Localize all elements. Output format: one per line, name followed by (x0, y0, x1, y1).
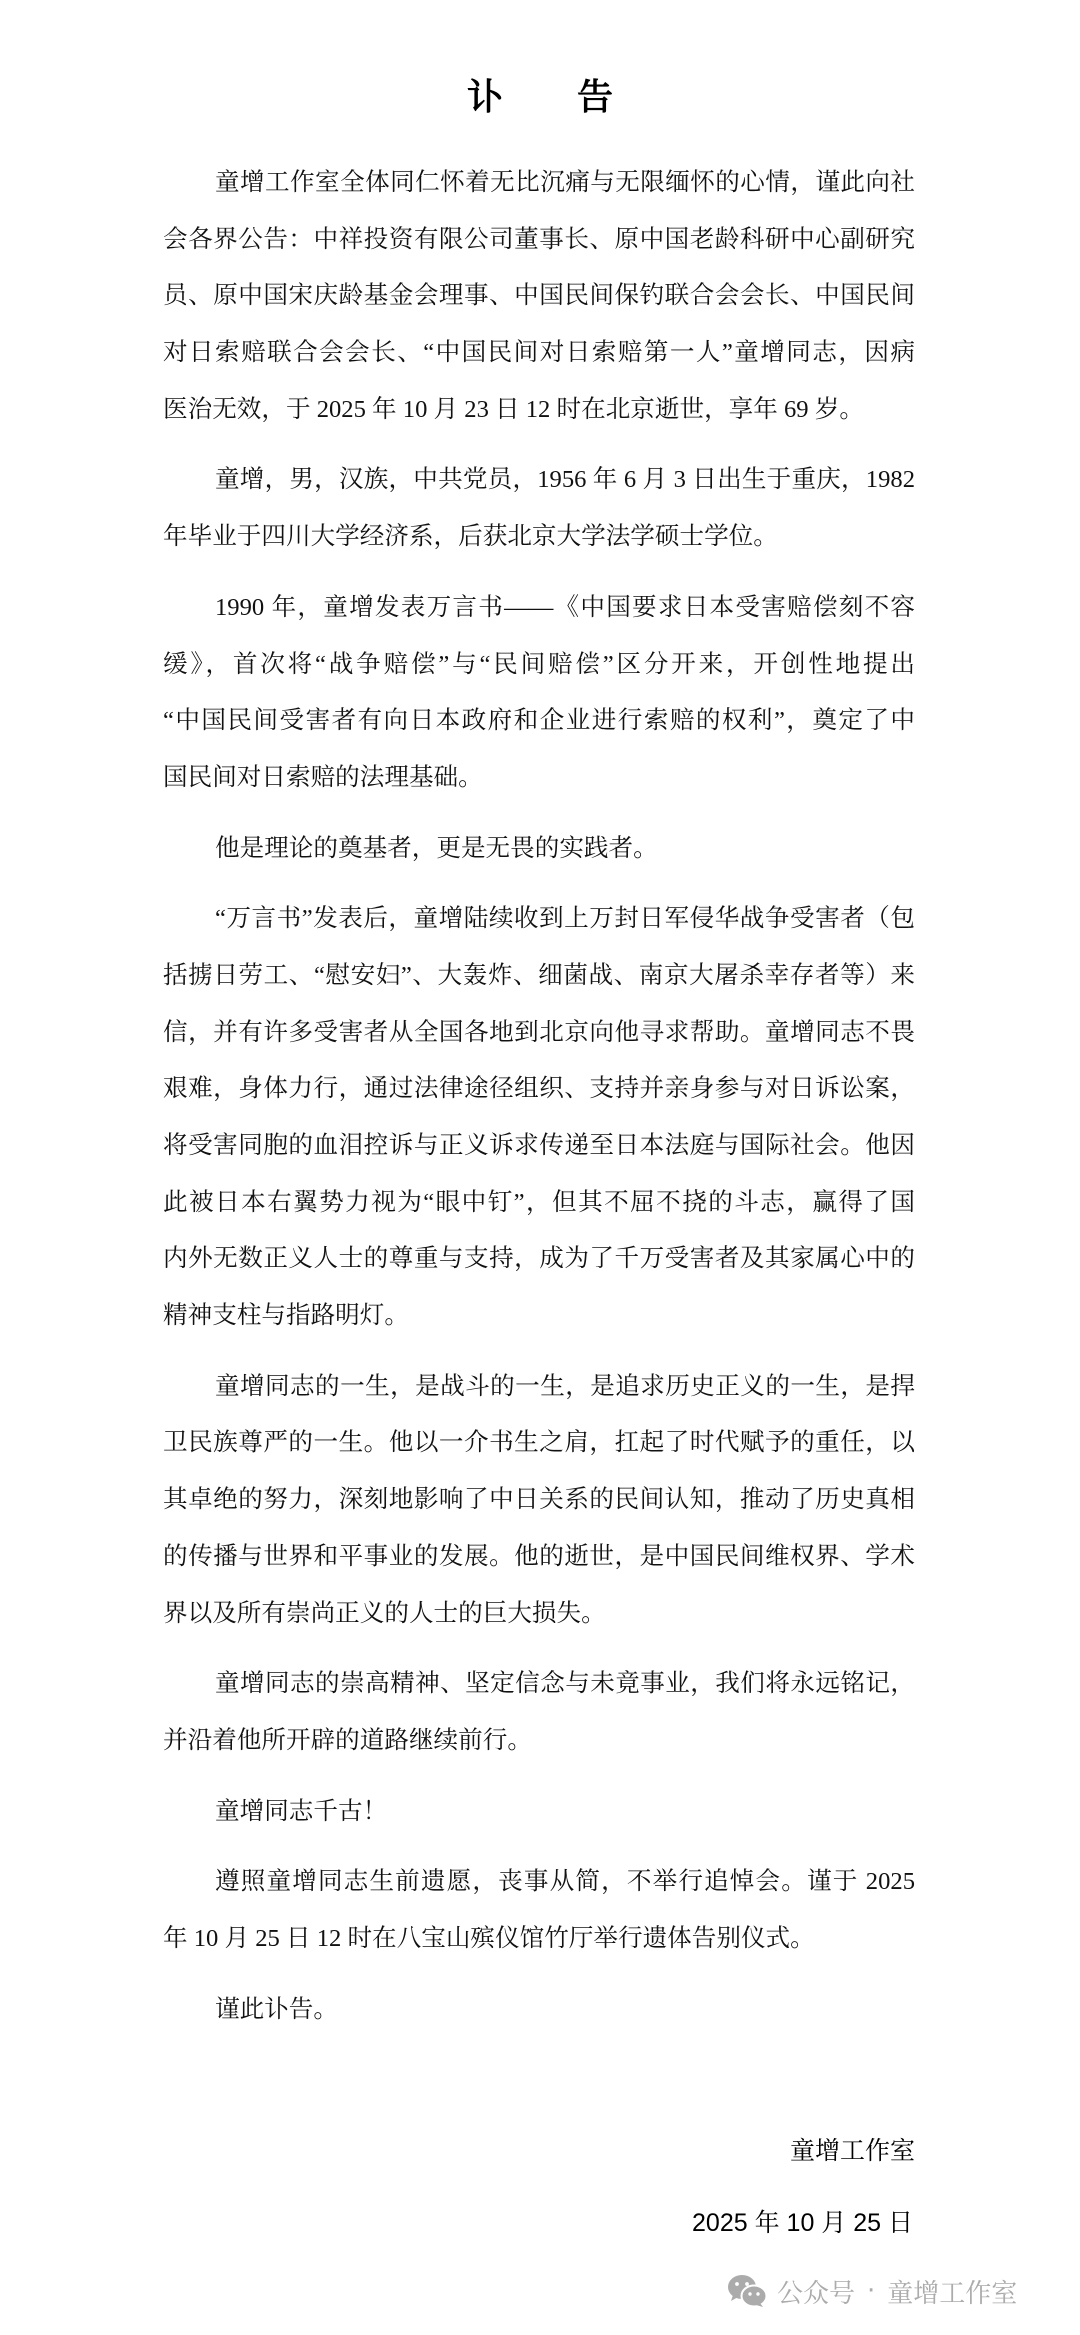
text-line: 遵照童增同志生前遗愿，丧事从简，不举行追悼会。谨于 2025 (215, 1868, 915, 1896)
text-line: 谨此讣告。 (215, 1995, 338, 2023)
text-line: 1990 年，童增发表万言书——《中国要求日本受害赔偿刻不容 (215, 593, 915, 621)
watermark-account-name: 童增工作室 (887, 2278, 1018, 2309)
paragraph-practice (163, 891, 915, 1345)
text-line: 将受害同胞的血泪控诉与正义诉求传递至日本法庭与国际社会。他因 (163, 1132, 915, 1159)
paragraph-announcement (163, 155, 915, 438)
text-line: 并沿着他所开辟的道路继续前行。 (163, 1726, 532, 1754)
watermark-label: 公众号 (777, 2278, 856, 2309)
text-line: 员、原中国宋庆龄基金会理事、中国民间保钓联合会会长、中国民间 (163, 282, 915, 310)
obituary-title (0, 76, 1080, 120)
text-line: 童增同志千古！ (215, 1797, 388, 1825)
signature-date: 2025 年 10 月 25 日 (692, 2209, 913, 2237)
text-line: 年 10 月 25 日 12 时在八宝山殡仪馆竹厅举行遗体告别仪式。 (163, 1924, 815, 1952)
paragraph-1990-petition (163, 580, 915, 807)
text-line: 年毕业于四川大学经济系，后获北京大学法学硕士学位。 (163, 523, 778, 551)
text-line: 童增，男，汉族，中共党员，1956 年 6 月 3 日出生于重庆，1982 (215, 466, 915, 494)
text-line: 缓》，首次将“战争赔偿”与“民间赔偿”区分开来，开创性地提出 (163, 650, 915, 678)
text-line: 括掳日劳工、“慰安妇”、大轰炸、细菌战、南京大屠杀幸存者等）来 (163, 961, 915, 989)
signature: 童增工作室 (789, 2138, 915, 2165)
paragraph-closing (163, 1982, 915, 2039)
text-line: 医治无效，于 2025 年 10 月 23 日 12 时在北京逝世，享年 69 岁。 (163, 395, 864, 423)
paragraph-legacy (163, 1656, 915, 1769)
paragraph-eulogy (163, 1784, 915, 1841)
text-line: 童增工作室全体同仁怀着无比沉痛与无限缅怀的心情，谨此向社 (215, 169, 915, 196)
text-line: 童增同志的崇高精神、坚定信念与未竟事业，我们将永远铭记， (215, 1670, 915, 1698)
page-title: 讣告 (466, 77, 687, 118)
paragraph-funeral-arrangements (163, 1854, 915, 1967)
text-line: 对日索赔联合会会长、“中国民间对日索赔第一人”童增同志，因病 (163, 339, 915, 367)
text-line: “万言书”发表后，童增陆续收到上万封日军侵华战争受害者（包 (215, 905, 915, 933)
text-line: 会各界公告：中祥投资有限公司董事长、原中国老龄科研中心副研究 (163, 225, 915, 253)
text-line: 的传播与世界和平事业的发展。他的逝世，是中国民间维权界、学术 (163, 1542, 915, 1570)
text-line: 界以及所有崇尚正义的人士的巨大损失。 (163, 1599, 606, 1627)
text-line: 此被日本右翼势力视为“眼中钉”，但其不屈不挠的斗志，赢得了国 (163, 1188, 915, 1216)
wechat-icon (727, 2274, 767, 2308)
text-line: “中国民间受害者有向日本政府和企业进行索赔的权利”，奠定了中 (163, 707, 915, 735)
paragraph-life-tribute (163, 1359, 915, 1642)
text-line: 内外无数正义人士的尊重与支持，成为了千万受害者及其家属心中的 (163, 1245, 915, 1273)
paragraph-theorist (163, 821, 915, 878)
text-line: 国民间对日索赔的法理基础。 (163, 763, 483, 791)
text-line: 精神支柱与指路明灯。 (163, 1302, 409, 1330)
text-line: 童增同志的一生，是战斗的一生，是追求历史正义的一生，是捍 (215, 1372, 915, 1400)
text-line: 艰难，身体力行，通过法律途径组织、支持并亲身参与对日诉讼案， (163, 1075, 915, 1103)
obituary-body (163, 155, 915, 2038)
text-line: 信，并有许多受害者从全国各地到北京向他寻求帮助。童增同志不畏 (163, 1018, 915, 1046)
text-line: 他是理论的奠基者，更是无畏的实践者。 (215, 834, 658, 862)
watermark-separator: · (867, 2276, 876, 2306)
text-line: 卫民族尊严的一生。他以一介书生之肩，扛起了时代赋予的重任，以 (163, 1429, 915, 1457)
text-line: 其卓绝的努力，深刻地影响了中日关系的民间认知，推动了历史真相 (163, 1486, 915, 1514)
wechat-watermark (727, 2271, 1017, 2311)
paragraph-biography (163, 452, 915, 565)
